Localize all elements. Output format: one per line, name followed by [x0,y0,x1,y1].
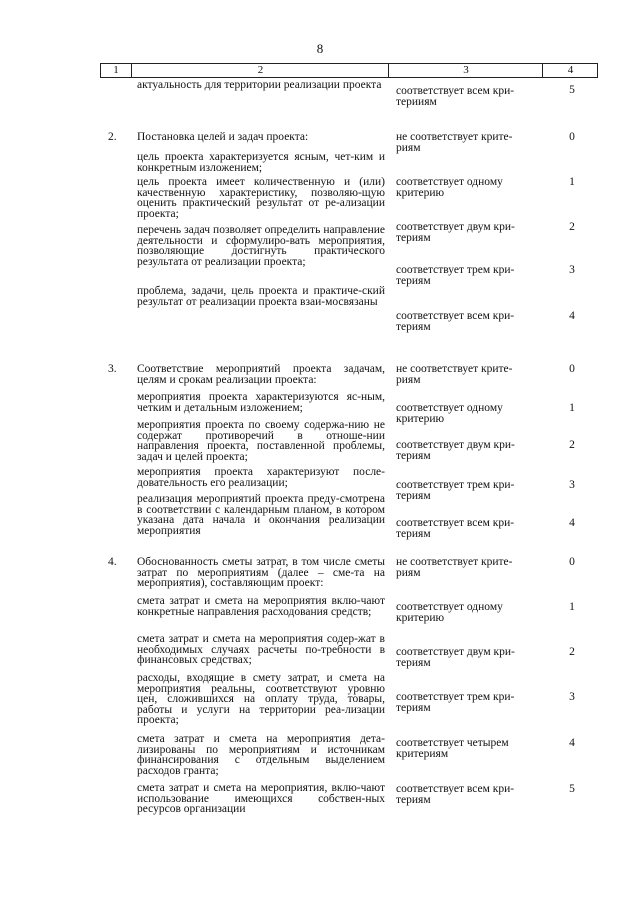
item-3-level-3: соответствует двум кри-териям [396,439,515,462]
item-4-score-1: 0 [569,556,575,568]
item-4-desc-4: расходы, входящие в смету затрат, и смета на мероприятия реальны, соответствуют уровню цен, сложившихся на оплату труда, товары, работы и услуги на территории реа-лизации проекта; [137,672,385,726]
item-4-level-4: соответствует трем кри-териям [396,691,515,714]
item-3-desc-1: Соответствие мероприятий проекта задачам, целям и срокам реализации проекта: [137,363,385,386]
item-2-number: 2. [108,131,117,143]
item-3-desc-3: мероприятия проекта по своему содержа-нию не содержат противоречий в отноше-нии направления проекта, поставленной проблемы, задач и целей проекта; [137,419,385,463]
item-3-desc-4: мероприятия проекта характеризуют после-довательность его реализации; [137,466,385,489]
item-4-level-5: соответствует четырем критериям [396,737,509,760]
item-2-desc-3: цель проекта имеет количественную и (или) качественную характеристику, позволяю-щую оценить практический результат от ре-ализации проекта; [137,176,385,220]
item-4-score-5: 4 [569,737,575,749]
item-2-score-5: 4 [569,310,575,322]
item-2-level-5: соответствует всем кри-териям [396,310,515,333]
item-4-desc-3: смета затрат и смета на мероприятия содер-жат в необходимых случаях расчеты по-требности в финансовых средствах; [137,633,385,666]
item-3-score-1: 0 [569,363,575,375]
item-2-desc-4: перечень задач позволяет определить направление деятельности и сформулиро-вать мероприятия, позволяющие достигнуть практического результата от реализации проекта; [137,224,385,268]
item-2-level-4: соответствует трем кри-териям [396,264,515,287]
item-2-score-2: 1 [569,176,575,188]
item-4-level-6: соответствует всем кри-териям [396,783,515,806]
item-4-score-2: 1 [569,601,575,613]
item-4-level-3: соответствует двум кри-териям [396,646,515,669]
item-4-number: 4. [108,556,117,568]
item-2-level-1: не соответствует крите-риям [396,131,513,154]
item-3-level-1: не соответствует крите-риям [396,363,513,386]
item-2-level-2: соответствует одному критерию [396,176,503,199]
item-3-score-2: 1 [569,402,575,414]
item-3-number: 3. [108,363,117,375]
item-2-score-3: 2 [569,221,575,233]
item-2-score-1: 0 [569,131,575,143]
item-2-score-4: 3 [569,264,575,276]
item-3-level-4: соответствует трем кри-териям [396,479,515,502]
item-2-desc-1: Постановка целей и задач проекта: [137,131,309,143]
item-1-level-1: соответствует всем кри-терииям [396,85,515,108]
item-3-level-5: соответствует всем кри-териям [396,517,515,540]
item-2-level-3: соответствует двум кри-териям [396,221,515,244]
item-4-score-3: 2 [569,646,575,658]
page-number: 8 [316,41,324,56]
header-col-4: 4 [542,64,598,77]
item-3-desc-5: реализация мероприятий проекта преду-смотрена в соответствии с календарным планом, в котором указана дата начала и окончания реализации мероприятия [137,493,385,537]
header-col-3: 3 [388,64,543,77]
item-3-score-5: 4 [569,517,575,529]
item-4-desc-5: смета затрат и смета на мероприятия дета-лизированы по мероприятиям и источникам финансирования с отдельным выделением расходов гранта; [137,733,385,777]
item-4-desc-1: Обоснованность сметы затрат, в том числе сметы затрат по мероприятиям (далее – сме-та на мероприятия), составляющим проект: [137,556,385,589]
item-4-desc-2: смета затрат и смета на мероприятия вклю-чают конкретные направления расходования средств; [137,595,385,618]
item-3-score-3: 2 [569,439,575,451]
item-4-score-4: 3 [569,691,575,703]
item-4-level-2: соответствует одному критерию [396,601,503,624]
item-4-level-1: не соответствует крите-риям [396,556,513,579]
item-3-level-2: соответствует одному критерию [396,402,503,425]
item-4-desc-6: смета затрат и смета на мероприятия, вклю-чают использование имеющихся собствен-ных ресурсов организации [137,782,385,815]
item-3-score-4: 3 [569,479,575,491]
item-2-desc-5: проблема, задачи, цель проекта и практиче-ский результат от реализации проекта взаи-мосвязаны [137,285,385,308]
item-1-desc-1: актуальность для территории реализации проекта [137,79,382,91]
item-2-desc-2: цель проекта характеризуется ясным, чет-ким и конкретным изложением; [137,151,385,174]
item-4-score-6: 5 [569,783,575,795]
header-col-1: 1 [113,64,119,76]
item-3-desc-2: мероприятия проекта характеризуются яс-ным, четким и детальным изложением; [137,391,385,414]
table-header [100,63,598,78]
item-1-score-1: 5 [569,84,575,96]
header-col-2: 2 [131,64,389,77]
